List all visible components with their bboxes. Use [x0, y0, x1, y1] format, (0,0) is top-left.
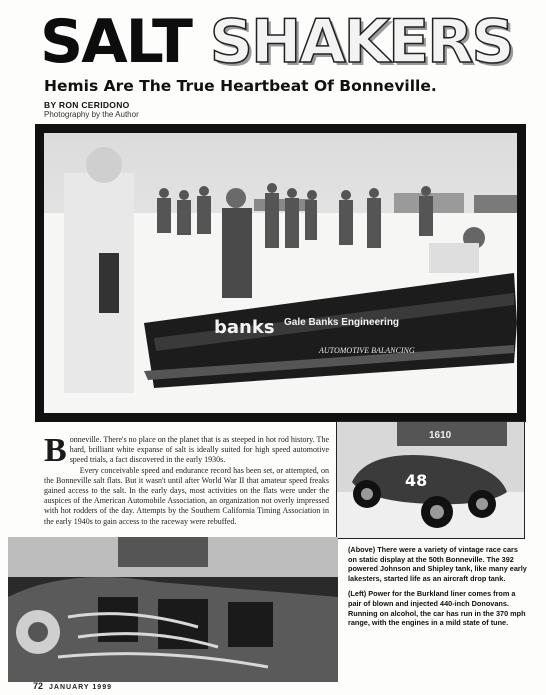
engine-image [8, 537, 338, 682]
headline-word-salt: SALT [40, 7, 191, 77]
page-number: 72 [33, 681, 44, 691]
body-paragraph-1 [44, 432, 329, 469]
caption-left: (Left) Power for the Burkland liner comes from a pair of blown and injected 440-inch Donovans. Running on alcohol, the car has run in the 370 mph range, with the engines in a mild state of tune. [348, 589, 526, 628]
engine-photo [8, 537, 338, 682]
car-sponsor-text: Gale Banks Engineering [284, 317, 400, 328]
page-folio [33, 681, 112, 691]
headline [40, 6, 540, 78]
body-paragraph-1-text: onneville. There's no place on the planet that is as steeped in hot rod history. The hard, brilliant white expanse of salt is ideally suited for high speed automotive speed trials, a fact discovered in the early 1930s. [69, 435, 329, 465]
photo-credit: Photography by the Author [44, 110, 139, 119]
article-body [44, 432, 329, 527]
race-car-image [337, 422, 524, 538]
issue-date: JANUARY 1999 [49, 684, 112, 691]
photo-captions [348, 545, 528, 634]
car-decal-text: AUTOMOTIVE BALANCING [319, 346, 415, 355]
subheadline: Hemis Are The True Heartbeat Of Bonneville. [44, 77, 437, 95]
background-car-number: 1610 [429, 430, 452, 441]
caption-above: (Above) There were a variety of vintage race cars on static display at the 50th Bonneville. The 392 powered Johnson and Shipley tank, like many early lakesters, started life as an aircraft drop tank. [348, 545, 527, 583]
car-logo-text: banks [214, 317, 275, 338]
byline: BY RON CERIDONO [44, 100, 130, 110]
headline-word-shakers: SHAKERS [209, 7, 513, 77]
drop-cap: B [44, 432, 67, 469]
race-car-number: 48 [405, 471, 428, 490]
main-photo-image [44, 133, 517, 413]
race-car-photo [336, 421, 525, 539]
body-paragraph-2: Every conceivable speed and endurance record has been set, or attempted, on the Bonneville salt flats. But it wasn't until after World War II that amateur speed freaks gained access to the salt. In the early days, most activities on the flats were under the auspices of the American Automobile Association, an organization not overly impressed with hot rodders of the day. Attempts by the Southern California Timing Association in the early 1940s to gain access to the raceway were rebuffed. [44, 465, 329, 526]
main-photo [35, 124, 526, 422]
